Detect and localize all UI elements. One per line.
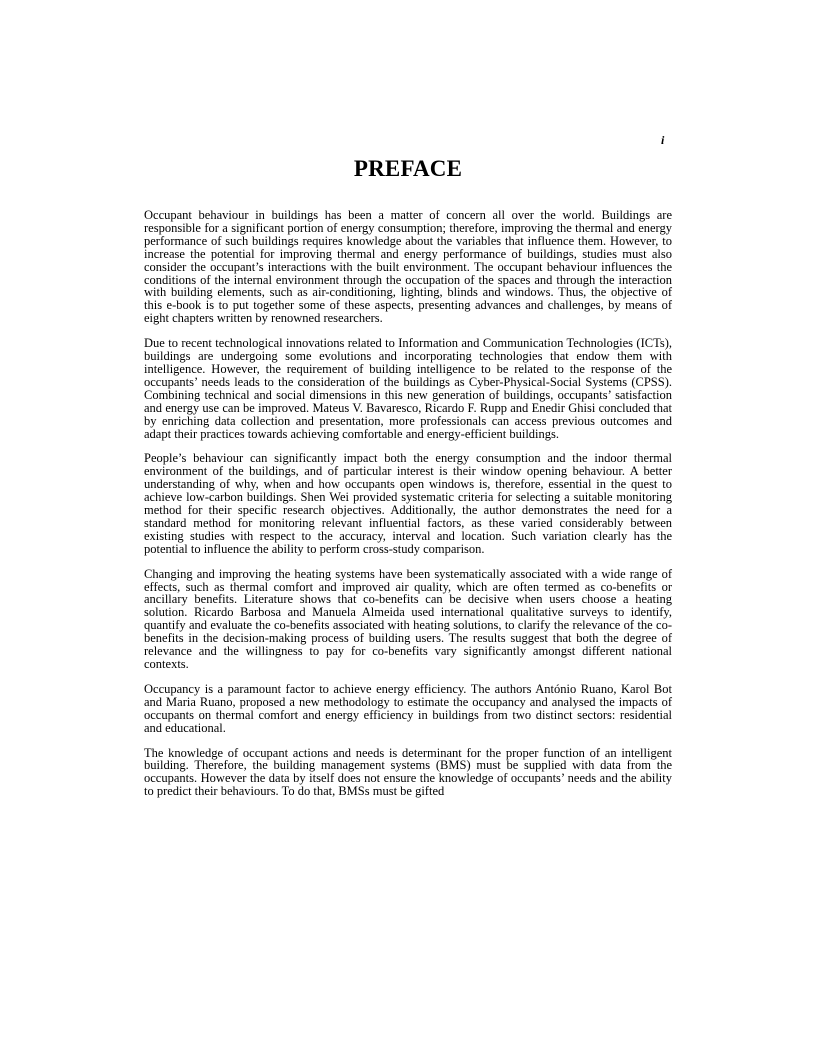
- paragraph-5: Occupancy is a paramount factor to achieve energy efficiency. The authors António Ruano, Karol Bot and Maria Ruano, proposed a new methodology to estimate the occupancy and analysed the impacts of occupants on thermal comfort and energy efficiency in buildings from two distinct sectors: residential and educational.: [144, 681, 672, 735]
- paragraph-3: People’s behaviour can significantly impact both the energy consumption and the indoor thermal environment of the buildings, and of particular interest is their window opening behaviour. A better understanding of why, when and how occupants open windows is, therefore, essential in the quest to achieve low-carbon buildings. Shen Wei provided systematic criteria for selecting a suitable monitoring method for their specific research objectives. Additionally, the author demonstrates the need for a standard method for monitoring relevant influential factors, as these varied considerably between existing studies with respect to the accuracy, interval and location. Such variation clearly has the potential to influence the ability to perform cross-study comparison.: [144, 451, 672, 556]
- paragraph-1: Occupant behaviour in buildings has been a matter of concern all over the world. Buildings are responsible for a significant portion of energy consumption; therefore, improving the thermal and energy performance of such buildings requires knowledge about the variables that influence them. However, to increase the potential for improving thermal and energy performance of buildings, studies must also consider the occupant’s interactions with the built environment. The occupant behaviour influences the conditions of the internal environment through the occupation of the spaces and through the interaction with building elements, such as air-conditioning, lighting, blinds and windows. Thus, the objective of this e-book is to put together some of these aspects, presenting advances and challenges, by means of eight chapters written by renowned researchers.: [144, 208, 672, 326]
- paragraph-6: The knowledge of occupant actions and needs is determinant for the proper function of an intelligent building. Therefore, the building management systems (BMS) must be supplied with data from the occupants. However the data by itself does not ensure the knowledge of occupants’ needs and the ability to predict their behaviours. To do that, BMSs must be gifted: [144, 745, 672, 799]
- page-number: i: [661, 133, 665, 147]
- paragraph-2: Due to recent technological innovations related to Information and Communication Technologies (ICTs), buildings are undergoing some evolutions and incorporating technologies that endow them with intelligence. However, the requirement of building intelligence to be related to the response of the occupants’ needs leads to the consideration of the buildings as Cyber-Physical-Social Systems (CPSS). Combining technical and social dimensions in this new generation of buildings, occupants’ satisfaction and energy use can be improved. Mateus V. Bavaresco, Ricardo F. Rupp and Enedir Ghisi concluded that by enriching data collection and presentation, more professionals can access previous outcomes and adapt their practices towards achieving comfortable and energy-efficient buildings.: [144, 336, 672, 441]
- preface-body: [144, 209, 672, 810]
- page-title: PREFACE: [353, 156, 463, 181]
- paragraph-4: Changing and improving the heating systems have been systematically associated with a wide range of effects, such as thermal comfort and improved air quality, which are often termed as co-benefits or ancillary benefits. Literature shows that co-benefits can be decisive when users choose a heating solution. Ricardo Barbosa and Manuela Almeida used international qualitative surveys to identify, quantify and evaluate the co-benefits associated with heating solutions, to clarify the relevance of the co-benefits in the decision-making process of building users. The results suggest that both the degree of relevance and the willingness to pay for co-benefits vary significantly amongst different national contexts.: [144, 566, 672, 671]
